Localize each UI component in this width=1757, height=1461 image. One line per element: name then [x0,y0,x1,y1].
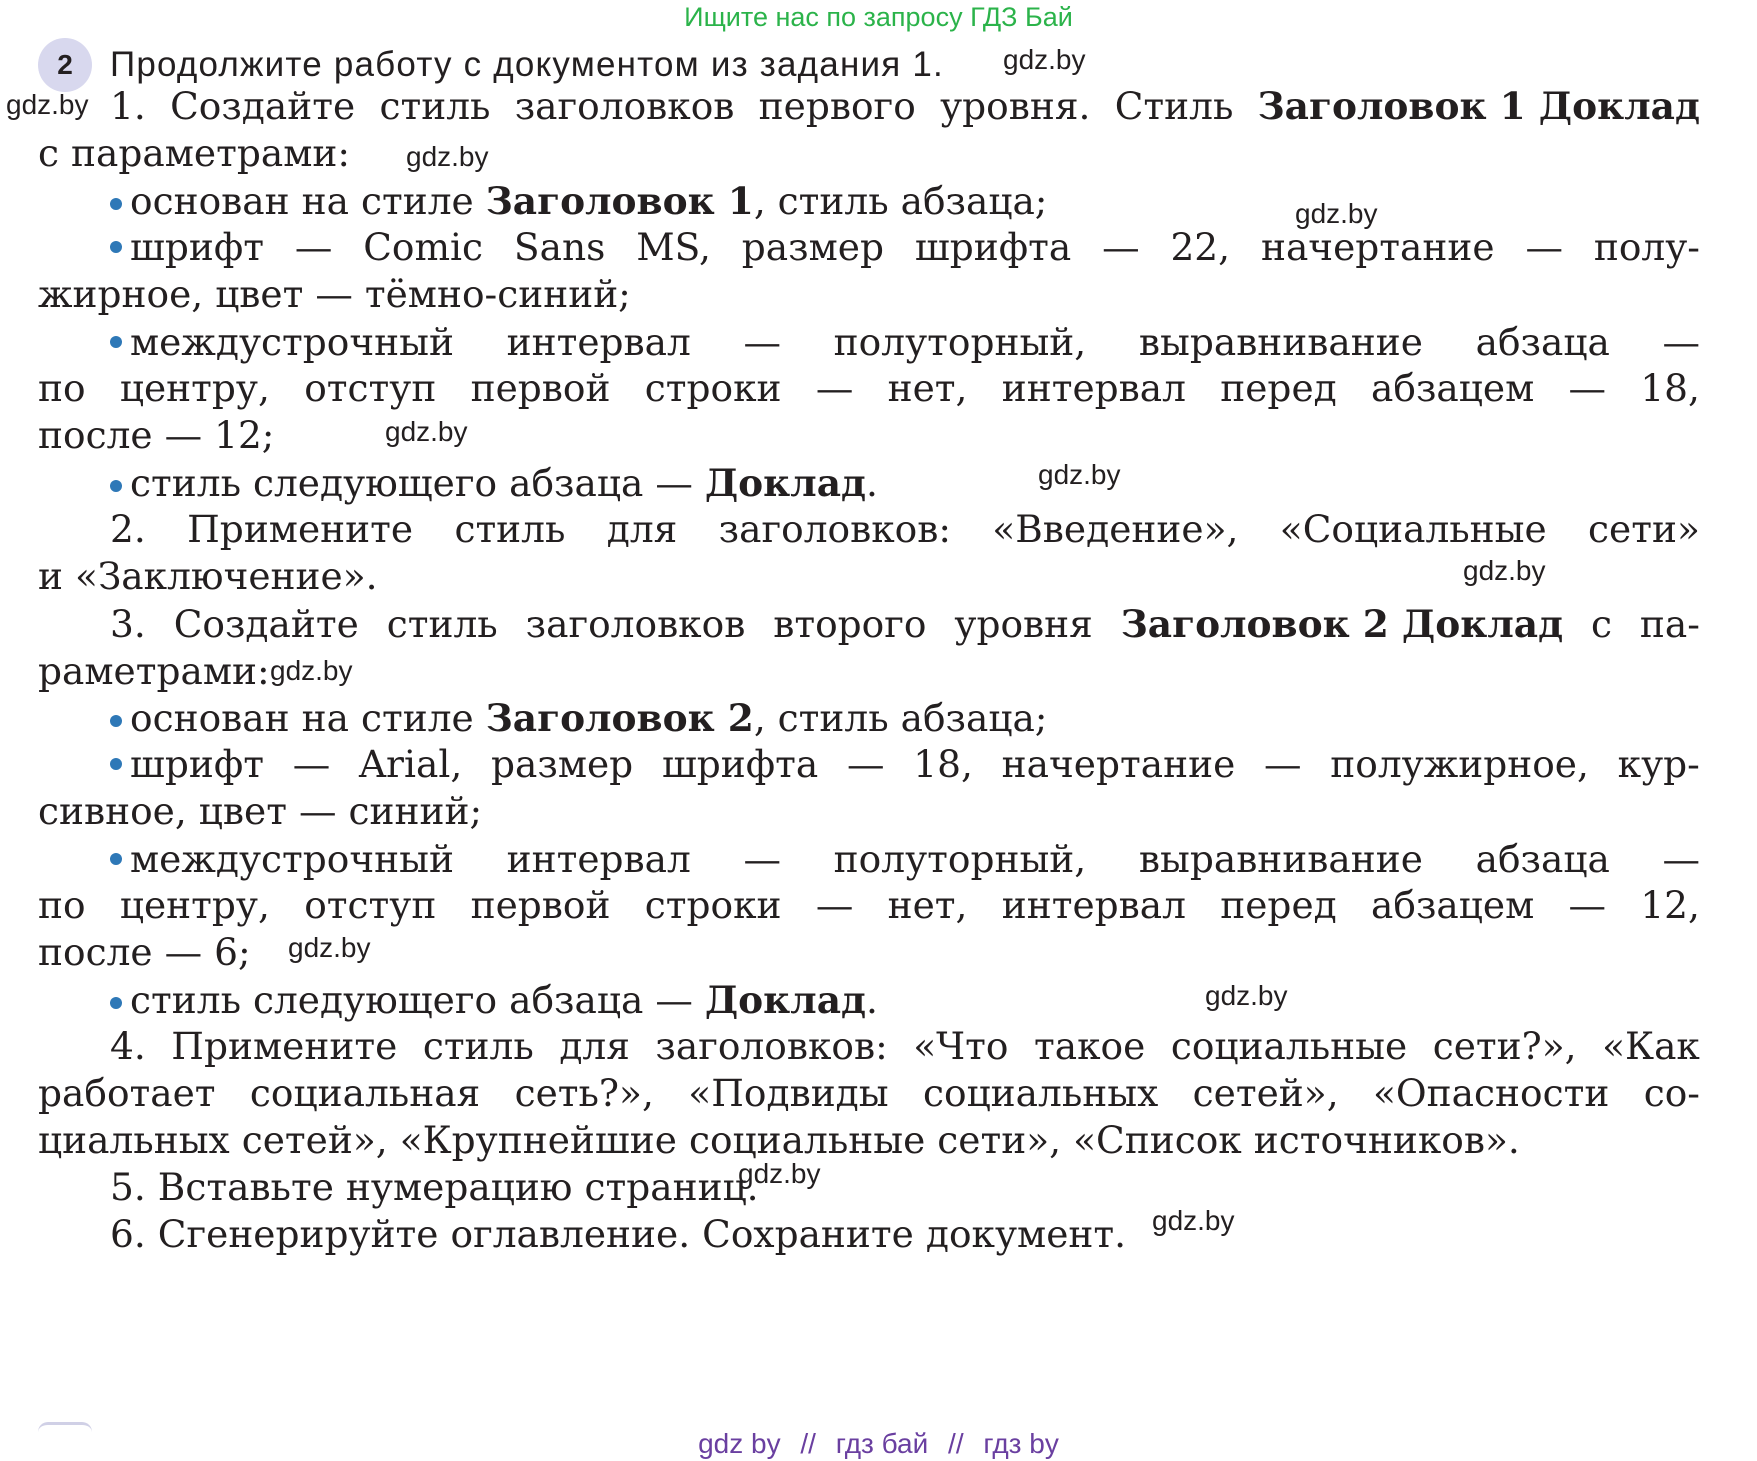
text-line: после — 6; [38,930,251,974]
watermark: gdz.by [385,416,468,447]
task-title: Продолжите работу с документом из задания 1. [110,45,944,84]
watermark: gdz.by [1003,44,1086,75]
bullet-icon [110,336,122,348]
text-line: по центру, отступ первой строки — нет, интервал перед абзацем — 12, [38,883,1700,927]
bullet-item: основан на стиле Заголовок 1 , стиль абзаца; [110,175,1700,228]
bullet-icon [110,480,122,492]
bullet-item: стиль следующего абзаца — Доклад . [110,974,1700,1027]
watermark: gdz.by [1038,459,1121,490]
watermark: gdz.by [1295,198,1378,229]
bullet-item: основан на стиле Заголовок 2 , стиль абзаца; [110,692,1700,745]
text-line: циальных сетей», «Крупнейшие социальные сети», «Список источников». [38,1118,1520,1162]
text-line: 4. Примените стиль для заголовков: «Что такое социальные сети?», «Как [110,1024,1700,1068]
bullet-item: междустрочный интервал — полуторный, выравнивание абзаца — [110,316,1700,369]
text-line: жирное, цвет — тёмно-синий; [38,272,631,316]
text-line: раметрами: [38,649,270,693]
text-line: после — 12; [38,413,275,457]
footer-separator: // [800,1428,816,1459]
text-line: сивное, цвет — синий; [38,789,483,833]
bullet-icon [110,198,122,210]
bullet-icon [110,997,122,1009]
watermark: gdz.by [1205,980,1288,1011]
text-line: по центру, отступ первой строки — нет, интервал перед абзацем — 18, [38,366,1700,410]
bullet-item: шрифт — Arial, размер шрифта — 18, начертание — полужирное, кур- [110,738,1700,791]
bullet-item: стиль следующего абзаца — Доклад . [110,457,1700,510]
footer-link[interactable]: gdz by [698,1428,781,1459]
bullet-icon [110,241,122,253]
text-line: 1. Создайте стиль заголовков первого уровня. Стиль Заголовок 1 Доклад [110,84,1700,128]
text-line: 5. Вставьте нумерацию страниц. [110,1165,759,1209]
text-line: 6. Сгенерируйте оглавление. Сохраните документ. [110,1212,1127,1256]
footer-link[interactable]: гдз by [983,1428,1059,1459]
bullet-icon [110,758,122,770]
watermark: gdz.by [738,1158,821,1189]
footer-links [0,1427,1757,1461]
watermark: gdz.by [406,141,489,172]
watermark: gdz.by [1152,1205,1235,1236]
watermark: gdz.by [1463,555,1546,586]
bullet-icon [110,715,122,727]
footer-link[interactable]: гдз бай [835,1428,929,1459]
text-line: 3. Создайте стиль заголовков второго уровня Заголовок 2 Доклад с па- [110,602,1700,646]
search-hint-link[interactable]: Ищите нас по запросу ГДЗ Бай [684,2,1073,32]
watermark: gdz.by [6,89,89,120]
footer-separator: // [948,1428,964,1459]
text-line: с параметрами: [38,131,350,175]
text-line: 2. Примените стиль для заголовков: «Введение», «Социальные сети» [110,507,1700,551]
task-number-badge: 2 [38,38,92,92]
text-line: работает социальная сеть?», «Подвиды социальных сетей», «Опасности со- [38,1071,1700,1115]
watermark: gdz.by [288,932,371,963]
watermark: gdz.by [270,655,353,686]
bullet-item: шрифт — Comic Sans MS, размер шрифта — 22, начертание — полу- [110,221,1700,274]
text-line: и «Заключение». [38,554,378,598]
bullet-icon [110,853,122,865]
bullet-item: междустрочный интервал — полуторный, выравнивание абзаца — [110,833,1700,886]
